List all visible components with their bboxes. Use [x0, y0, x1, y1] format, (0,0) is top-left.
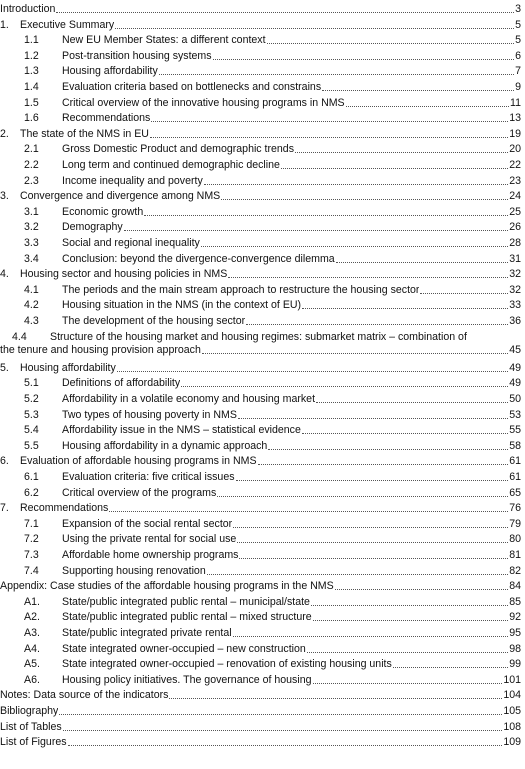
toc-entry-number: 2. — [0, 127, 9, 140]
toc-entry-title: The development of the housing sector — [62, 315, 246, 327]
toc-entry-number: 4.3 — [24, 315, 39, 327]
toc-entry-page: 5 — [515, 18, 521, 31]
toc-entry-page: 58 — [509, 439, 521, 452]
toc-entry-title: Two types of housing poverty in NMS — [62, 408, 237, 421]
toc-entry-title: Appendix: Case studies of the affordable housing programs in the NMS — [0, 580, 334, 593]
toc-dot-leader — [56, 11, 514, 13]
toc-entry-page: 32 — [509, 268, 521, 281]
toc-entry-number: 5.2 — [24, 393, 39, 405]
toc-chapter[interactable] — [0, 705, 521, 718]
toc-entry-title: Affordability issue in the NMS – statistical evidence — [62, 424, 301, 437]
toc-entry-number: A3. — [24, 627, 40, 639]
toc-chapter[interactable] — [0, 362, 521, 375]
toc-dot-leader — [236, 479, 509, 481]
toc-entry-page: 6 — [515, 49, 521, 62]
toc-section[interactable] — [12, 471, 521, 484]
toc-entry-number: 2.2 — [24, 159, 39, 171]
toc-entry-number: 3.2 — [24, 221, 39, 234]
toc-entry-title: Demography — [62, 221, 123, 234]
toc-section[interactable] — [12, 315, 521, 328]
toc-section[interactable] — [12, 549, 521, 562]
toc-entry-number: A1. — [24, 595, 40, 608]
toc-section[interactable] — [12, 65, 521, 78]
toc-dot-leader — [202, 352, 508, 354]
toc-entry-number: 4.2 — [24, 299, 39, 312]
toc-section[interactable] — [12, 97, 521, 110]
toc-section[interactable] — [12, 221, 521, 234]
toc-entry-title: Evaluation criteria: five critical issues — [62, 471, 235, 483]
toc-entry-number: A4. — [24, 642, 40, 655]
toc-entry-number: A2. — [24, 611, 40, 624]
toc-entry-number: 3.3 — [24, 237, 39, 249]
toc-section[interactable] — [12, 143, 521, 156]
toc-entry-title: The state of the NMS in EU — [20, 127, 149, 140]
toc-dot-leader — [159, 73, 514, 75]
toc-dot-leader — [322, 89, 514, 91]
toc-entry-title: Critical overview of the programs — [62, 486, 217, 499]
toc-entry-number: 1.2 — [24, 49, 39, 62]
toc-dot-leader — [221, 198, 508, 200]
toc-section[interactable] — [12, 643, 521, 656]
toc-entry-title: The periods and the main stream approach to restructure the housing sector — [62, 283, 420, 296]
toc-section[interactable] — [12, 424, 521, 437]
toc-dot-leader — [335, 588, 509, 590]
toc-dot-leader — [302, 307, 508, 309]
toc-entry-page: 76 — [509, 502, 521, 515]
toc-entry-title: Affordable home ownership programs — [62, 549, 239, 561]
toc-entry-page: 7 — [515, 65, 521, 78]
toc-dot-leader — [393, 666, 508, 668]
toc-entry-title: Social and regional inequality — [62, 237, 200, 249]
toc-entry-number: 7. — [0, 502, 9, 515]
toc-entry-number: 6.1 — [24, 471, 39, 483]
toc-entry-title: Post-transition housing systems — [62, 49, 212, 62]
toc-entry-page: 95 — [509, 627, 521, 639]
toc-entry-title: Evaluation criteria based on bottlenecks and constrains — [62, 81, 322, 93]
toc-entry-page: 101 — [503, 673, 521, 686]
toc-entry-page: 105 — [503, 705, 521, 717]
toc-section[interactable] — [12, 159, 521, 172]
toc-dot-leader — [267, 42, 515, 44]
toc-section[interactable] — [12, 206, 521, 219]
toc-section[interactable] — [12, 533, 521, 546]
toc-entry-title: Housing situation in the NMS (in the context of EU) — [62, 299, 302, 312]
toc-entry-page: 53 — [509, 408, 521, 421]
toc-entry-number: 7.3 — [24, 549, 39, 561]
toc-dot-leader — [169, 697, 502, 699]
toc-entry-title: Recommendations — [62, 112, 151, 125]
toc-section[interactable] — [12, 627, 521, 640]
toc-entry-number: 5.1 — [24, 377, 39, 390]
toc-entry[interactable] — [0, 331, 521, 357]
toc-dot-leader — [313, 682, 503, 684]
toc-entry-title: Using the private rental for social use — [62, 533, 237, 546]
toc-chapter[interactable] — [0, 721, 521, 734]
toc-entry-page: 20 — [509, 143, 521, 156]
toc-dot-leader — [239, 557, 508, 559]
toc-entry-title: Structure of the housing market and housing regimes: submarket matrix – combination of — [50, 330, 467, 343]
toc-entry-title: Critical overview of the innovative housing programs in NMS — [62, 96, 345, 109]
toc-chapter[interactable] — [0, 19, 521, 32]
toc-entry-page: 19 — [509, 127, 521, 140]
toc-entry-number: 1.1 — [24, 34, 39, 47]
toc-entry-page: 61 — [509, 471, 521, 483]
toc-chapter[interactable] — [0, 3, 521, 16]
toc-entry-title: Recommendations — [20, 502, 109, 515]
toc-entry-title: Convergence and divergence among NMS — [20, 190, 221, 203]
toc-entry-page: 28 — [509, 237, 521, 249]
toc-entry-page: 36 — [509, 315, 521, 327]
toc-entry-title: Housing affordability — [20, 361, 116, 374]
toc-entry-page: 9 — [515, 81, 521, 93]
toc-entry-number: 4. — [0, 268, 9, 281]
toc-dot-leader — [307, 651, 508, 653]
toc-dot-leader — [59, 713, 502, 715]
toc-dot-leader — [246, 323, 508, 325]
toc-entry-number: 6.2 — [24, 486, 39, 499]
toc-entry-title: Income inequality and poverty — [62, 174, 203, 187]
toc-entry-title: Economic growth — [62, 205, 144, 218]
toc-section[interactable] — [12, 658, 521, 671]
toc-dot-leader — [281, 167, 508, 169]
toc-section[interactable] — [12, 284, 521, 297]
toc-entry-page: 98 — [509, 642, 521, 655]
toc-entry-title: Long term and continued demographic decline — [62, 159, 280, 171]
toc-chapter[interactable] — [0, 268, 521, 281]
toc-dot-leader — [117, 370, 508, 372]
toc-entry-line — [0, 344, 521, 357]
toc-entry-title: Housing affordability in a dynamic approach — [62, 439, 268, 452]
toc-entry-number: 1.4 — [24, 81, 39, 93]
toc-section[interactable] — [12, 518, 521, 531]
toc-entry-page: 11 — [510, 96, 521, 109]
toc-dot-leader — [207, 573, 508, 575]
toc-entry-title-continued: the tenure and housing provision approach — [0, 343, 201, 356]
toc-entry-number: 7.2 — [24, 533, 39, 546]
toc-section[interactable] — [12, 253, 521, 266]
toc-entry-line — [0, 331, 521, 344]
toc-entry-title: Affordability in a volatile economy and housing market — [62, 393, 316, 405]
toc-section[interactable] — [12, 377, 521, 390]
toc-dot-leader — [217, 495, 508, 497]
toc-entry-number: 5.3 — [24, 408, 39, 421]
toc-entry-title: Conclusion: beyond the divergence-convergence dilemma — [62, 252, 335, 265]
toc-entry-page: 65 — [509, 486, 521, 499]
toc-dot-leader — [302, 432, 508, 434]
toc-section[interactable] — [12, 34, 521, 47]
toc-chapter[interactable] — [0, 736, 521, 749]
toc-entry-page: 50 — [509, 393, 521, 405]
toc-chapter[interactable] — [0, 455, 521, 468]
toc-entry-title: Definitions of affordability — [62, 377, 181, 390]
toc-chapter[interactable] — [0, 689, 521, 702]
toc-entry-page: 49 — [509, 377, 521, 390]
toc-entry-title: Expansion of the social rental sector — [62, 517, 233, 530]
toc-entry-page: 45 — [509, 343, 521, 356]
toc-entry-page: 104 — [503, 689, 521, 702]
toc-entry-title: List of Tables — [0, 720, 62, 733]
toc-entry-title: Introduction — [0, 3, 56, 15]
toc-dot-leader — [124, 229, 509, 231]
toc-chapter[interactable] — [0, 128, 521, 141]
toc-entry-page: 49 — [509, 361, 521, 374]
toc-entry-page: 25 — [509, 205, 521, 218]
toc-dot-leader — [336, 261, 509, 263]
toc-entry-title: Bibliography — [0, 705, 59, 717]
toc-dot-leader — [68, 744, 503, 746]
toc-entry-page: 24 — [509, 190, 521, 203]
toc-entry-number: A6. — [24, 673, 40, 686]
toc-dot-leader — [144, 214, 508, 216]
toc-entry-title: Housing policy initiatives. The governance of housing — [62, 673, 312, 686]
toc-dot-leader — [238, 417, 508, 419]
toc-entry-page: 13 — [509, 112, 521, 125]
toc-section[interactable] — [12, 409, 521, 422]
toc-entry-title: State/public integrated public rental – mixed structure — [62, 611, 312, 624]
toc-chapter[interactable] — [0, 580, 521, 593]
toc-dot-leader — [295, 151, 508, 153]
toc-entry-number: 1.6 — [24, 112, 39, 125]
toc-entry-page: 22 — [509, 159, 521, 171]
toc-entry-page: 23 — [509, 174, 521, 187]
toc-dot-leader — [228, 276, 508, 278]
toc-entry-number: 2.1 — [24, 143, 39, 156]
toc-entry-page: 5 — [515, 34, 521, 47]
toc-dot-leader — [420, 292, 508, 294]
toc-dot-leader — [233, 635, 509, 637]
toc-section[interactable] — [12, 596, 521, 609]
toc-entry-title: New EU Member States: a different context — [62, 34, 266, 47]
toc-entry-page: 79 — [509, 517, 521, 530]
toc-dot-leader — [268, 448, 508, 450]
toc-chapter[interactable] — [0, 190, 521, 203]
toc-section[interactable] — [12, 393, 521, 406]
toc-entry-page: 33 — [509, 299, 521, 312]
toc-entry-page: 85 — [509, 595, 521, 608]
toc-entry-title: State integrated owner-occupied – renovation of existing housing units — [62, 658, 392, 671]
toc-entry-page: 99 — [509, 658, 521, 671]
toc-dot-leader — [237, 541, 508, 543]
toc-entry-title: List of Figures — [0, 736, 67, 749]
toc-entry-number: 3.4 — [24, 252, 39, 265]
toc-entry-number: 7.4 — [24, 564, 39, 577]
toc-entry-number: 1.5 — [24, 96, 39, 109]
toc-entry-page: 81 — [509, 549, 521, 561]
toc-section[interactable] — [12, 674, 521, 687]
toc-dot-leader — [258, 463, 509, 465]
toc-entry-page: 84 — [509, 580, 521, 593]
toc-dot-leader — [109, 510, 508, 512]
toc-entry-page: 32 — [509, 283, 521, 296]
toc-entry-number: 5.4 — [24, 424, 39, 437]
toc-entry-number: 1. — [0, 18, 9, 31]
toc-entry-page: 82 — [509, 564, 521, 577]
toc-entry-title: State integrated owner-occupied – new construction — [62, 642, 306, 655]
toc-dot-leader — [316, 401, 508, 403]
toc-entry-number: A5. — [24, 658, 40, 671]
toc-entry-title: Notes: Data source of the indicators — [0, 689, 169, 702]
toc-section[interactable] — [12, 565, 521, 578]
toc-dot-leader — [201, 245, 508, 247]
toc-entry-number: 4.1 — [24, 283, 39, 296]
toc-entry-number: 7.1 — [24, 517, 39, 530]
toc-dot-leader — [150, 136, 508, 138]
toc-entry-number: 4.4 — [12, 330, 27, 343]
toc-section[interactable] — [12, 50, 521, 63]
toc-entry-page: 26 — [509, 221, 521, 234]
toc-entry-number: 1.3 — [24, 65, 39, 78]
toc-dot-leader — [204, 183, 508, 185]
toc-entry-number: 5.5 — [24, 439, 39, 452]
toc-section[interactable] — [12, 611, 521, 624]
toc-entry-page: 108 — [503, 720, 521, 733]
toc-dot-leader — [213, 58, 515, 60]
toc-entry-page: 80 — [509, 533, 521, 546]
toc-entry-page: 109 — [503, 736, 521, 749]
toc-entry-page: 31 — [509, 252, 521, 265]
toc-dot-leader — [311, 604, 508, 606]
toc-entry-title: Executive Summary — [20, 18, 115, 31]
toc-section[interactable] — [12, 175, 521, 188]
toc-entry-number: 6. — [0, 455, 9, 468]
toc-entry-title: Evaluation of affordable housing programs in NMS — [20, 455, 257, 468]
toc-dot-leader — [313, 619, 509, 621]
toc-dot-leader — [115, 27, 514, 29]
toc-dot-leader — [63, 729, 503, 731]
toc-entry-number: 2.3 — [24, 174, 39, 187]
toc-entry-page: 61 — [509, 455, 521, 468]
toc-section[interactable] — [12, 487, 521, 500]
toc-dot-leader — [151, 120, 508, 122]
toc-section[interactable] — [12, 237, 521, 250]
toc-entry-title: Supporting housing renovation — [62, 564, 206, 577]
toc-entry-number: 5. — [0, 361, 9, 374]
toc-entry-number: 3.1 — [24, 205, 39, 218]
toc-entry-page: 92 — [509, 611, 521, 624]
toc-entry-title: Housing sector and housing policies in NMS — [20, 268, 228, 281]
toc-dot-leader — [346, 105, 509, 107]
toc-chapter[interactable] — [0, 502, 521, 515]
toc-dot-leader — [233, 526, 508, 528]
toc-section[interactable] — [12, 81, 521, 94]
toc-entry-title: Housing affordability — [62, 65, 158, 78]
toc-entry-page: 55 — [509, 424, 521, 437]
toc-entry-title: State/public integrated public rental – municipal/state — [62, 595, 310, 608]
toc-entry-page: 3 — [515, 3, 521, 15]
toc-dot-leader — [181, 385, 508, 387]
toc-section[interactable] — [12, 299, 521, 312]
toc-entry-number: 3. — [0, 190, 9, 203]
toc-entry-title: Gross Domestic Product and demographic trends — [62, 143, 294, 156]
toc-section[interactable] — [12, 440, 521, 453]
toc-section[interactable] — [12, 112, 521, 125]
toc-entry-title: State/public integrated private rental — [62, 627, 232, 639]
